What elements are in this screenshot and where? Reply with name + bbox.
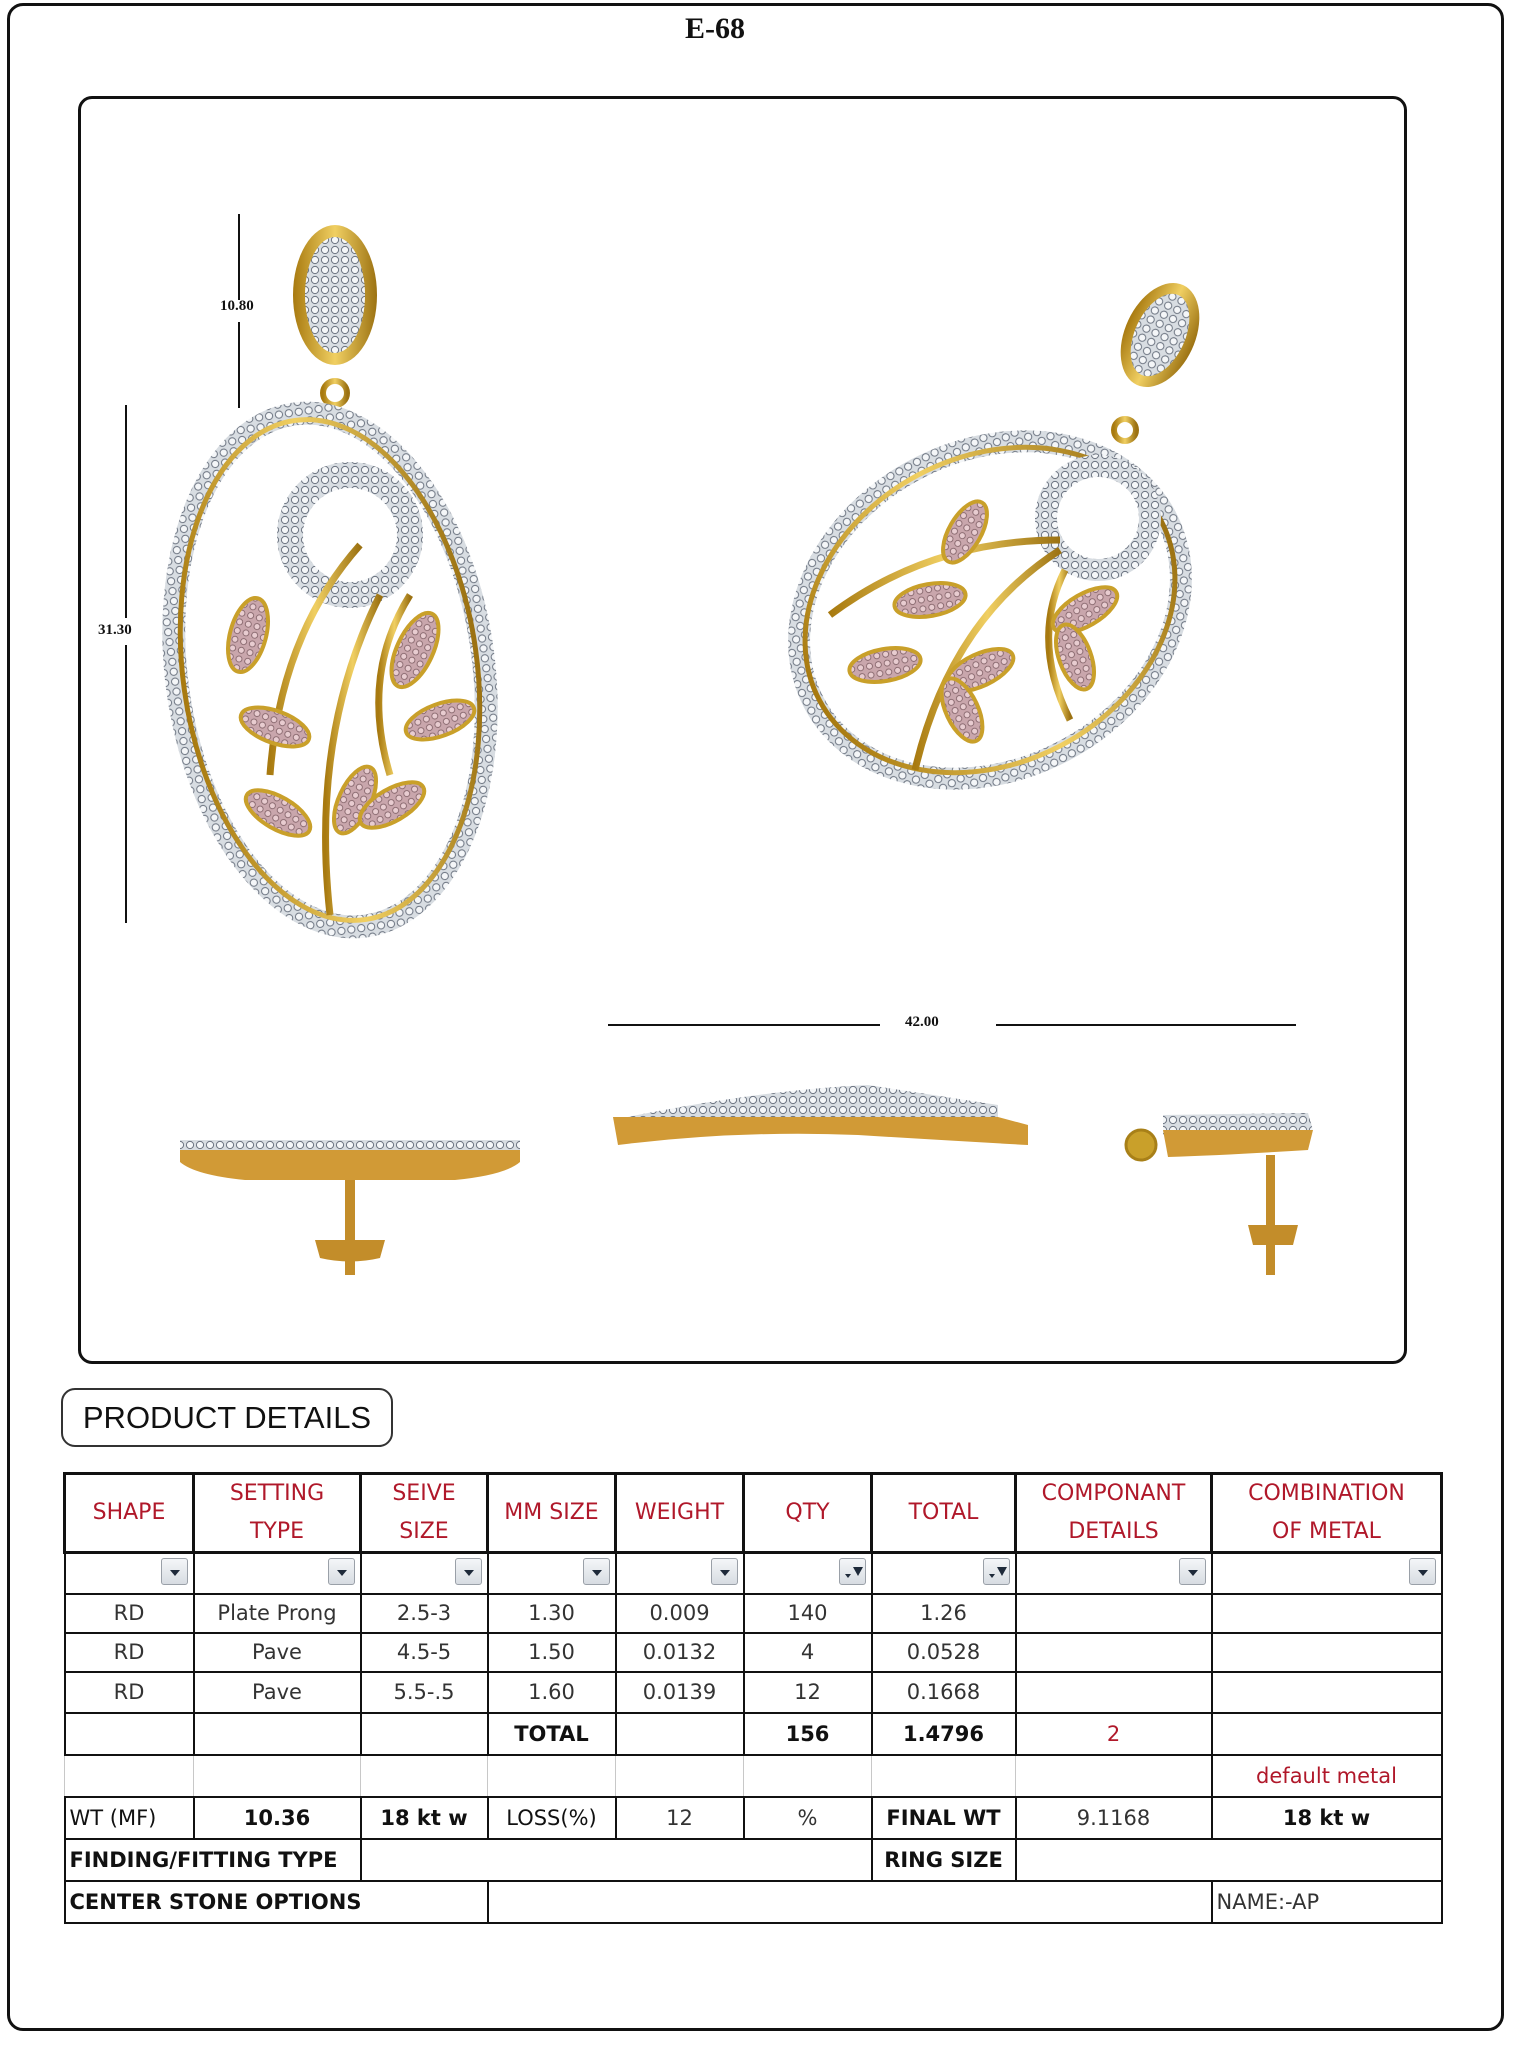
cell-shape: RD xyxy=(65,1633,194,1672)
finding-fitting-value xyxy=(361,1839,872,1881)
designer-name: NAME:-AP xyxy=(1212,1881,1442,1923)
filter-cell-shape xyxy=(65,1553,194,1594)
filter-cell-setting xyxy=(194,1553,361,1594)
empty-cell xyxy=(616,1755,744,1797)
cell-total: 0.0528 xyxy=(872,1633,1016,1672)
filter-cell-weight xyxy=(616,1553,744,1594)
empty-cell xyxy=(194,1713,361,1755)
header-weight: WEIGHT xyxy=(616,1474,744,1553)
loss-unit: % xyxy=(744,1797,872,1839)
cell-total: 0.1668 xyxy=(872,1672,1016,1713)
table-row xyxy=(65,1594,1442,1633)
filter-cell-seive xyxy=(361,1553,488,1594)
wt-mf-metal: 18 kt w xyxy=(361,1797,488,1839)
earring-perspective-view xyxy=(780,280,1200,840)
empty-cell xyxy=(744,1755,872,1797)
earring-front-view xyxy=(160,215,530,945)
totals-weight: 1.4796 xyxy=(872,1713,1016,1755)
final-wt-label: FINAL WT xyxy=(872,1797,1016,1839)
header-seive-size: SEIVE SIZE xyxy=(361,1474,488,1553)
dropdown-arrow-icon[interactable] xyxy=(455,1558,482,1585)
dimension-line-body-height xyxy=(125,405,127,618)
empty-cell xyxy=(361,1713,488,1755)
product-details-label: PRODUCT DETAILS xyxy=(61,1388,393,1447)
filter-cell-component xyxy=(1016,1553,1212,1594)
dimension-body-height: 31.30 xyxy=(98,622,132,638)
dimension-line-length-left xyxy=(608,1024,880,1026)
dropdown-arrow-icon[interactable] xyxy=(711,1558,738,1585)
cell-metal xyxy=(1212,1633,1442,1672)
cell-component xyxy=(1016,1633,1212,1672)
design-code-title: E-68 xyxy=(685,12,745,45)
empty-cell xyxy=(1212,1713,1442,1755)
empty-cell xyxy=(1016,1755,1212,1797)
product-details-table xyxy=(63,1472,1443,1924)
center-stone-row xyxy=(65,1881,1442,1923)
cell-shape: RD xyxy=(65,1594,194,1633)
cell-setting: Pave xyxy=(194,1672,361,1713)
empty-cell xyxy=(194,1755,361,1797)
header-component-details: COMPONANT DETAILS xyxy=(1016,1474,1212,1553)
wt-mf-value: 10.36 xyxy=(194,1797,361,1839)
cell-setting: Pave xyxy=(194,1633,361,1672)
table-row xyxy=(65,1672,1442,1713)
dimension-top-height: 10.80 xyxy=(220,298,254,314)
ring-size-label: RING SIZE xyxy=(872,1839,1016,1881)
finding-row xyxy=(65,1839,1442,1881)
filter-cell-mm xyxy=(488,1553,616,1594)
header-shape: SHAPE xyxy=(65,1474,194,1553)
cell-seive: 2.5-3 xyxy=(361,1594,488,1633)
cell-total: 1.26 xyxy=(872,1594,1016,1633)
dropdown-arrow-icon[interactable] xyxy=(328,1558,355,1585)
cell-qty: 140 xyxy=(744,1594,872,1633)
empty-cell xyxy=(361,1755,488,1797)
center-stone-label: CENTER STONE OPTIONS xyxy=(65,1881,488,1923)
totals-label: TOTAL xyxy=(488,1713,616,1755)
header-row xyxy=(65,1474,1442,1553)
loss-label: LOSS(%) xyxy=(488,1797,616,1839)
cell-mm: 1.60 xyxy=(488,1672,616,1713)
totals-row xyxy=(65,1713,1442,1755)
loss-value: 12 xyxy=(616,1797,744,1839)
empty-cell xyxy=(65,1713,194,1755)
dropdown-arrow-icon[interactable] xyxy=(1179,1558,1206,1585)
filter-cell-total xyxy=(872,1553,1016,1594)
header-combination-of-metal: COMBINATION OF METAL xyxy=(1212,1474,1442,1553)
filter-cell-metal xyxy=(1212,1553,1442,1594)
cell-setting: Plate Prong xyxy=(194,1594,361,1633)
final-wt-value: 9.1168 xyxy=(1016,1797,1212,1839)
cell-weight: 0.009 xyxy=(616,1594,744,1633)
cell-seive: 4.5-5 xyxy=(361,1633,488,1672)
cell-seive: 5.5-.5 xyxy=(361,1672,488,1713)
dimension-line-length-right xyxy=(996,1024,1296,1026)
ring-size-value xyxy=(1016,1839,1442,1881)
cell-weight: 0.0132 xyxy=(616,1633,744,1672)
cell-metal xyxy=(1212,1672,1442,1713)
header-mm-size: MM SIZE xyxy=(488,1474,616,1553)
cell-qty: 4 xyxy=(744,1633,872,1672)
empty-cell xyxy=(488,1755,616,1797)
default-metal: default metal xyxy=(1212,1755,1442,1797)
earring-side-view xyxy=(175,1100,525,1280)
dropdown-arrow-icon[interactable] xyxy=(1409,1558,1436,1585)
dimension-length: 42.00 xyxy=(905,1014,939,1030)
header-total: TOTAL xyxy=(872,1474,1016,1553)
filter-row xyxy=(65,1553,1442,1594)
empty-cell xyxy=(616,1713,744,1755)
cell-component xyxy=(1016,1672,1212,1713)
filter-funnel-icon[interactable] xyxy=(839,1558,866,1585)
final-wt-metal: 18 kt w xyxy=(1212,1797,1442,1839)
wt-mf-label: WT (MF) xyxy=(65,1797,194,1839)
center-stone-value xyxy=(488,1881,1212,1923)
header-setting-type: SETTING TYPE xyxy=(194,1474,361,1553)
cell-qty: 12 xyxy=(744,1672,872,1713)
dropdown-arrow-icon[interactable] xyxy=(583,1558,610,1585)
cell-mm: 1.50 xyxy=(488,1633,616,1672)
cell-mm: 1.30 xyxy=(488,1594,616,1633)
empty-cell xyxy=(65,1755,194,1797)
cell-component xyxy=(1016,1594,1212,1633)
totals-qty: 156 xyxy=(744,1713,872,1755)
totals-component-count: 2 xyxy=(1016,1713,1212,1755)
filter-cell-qty xyxy=(744,1553,872,1594)
cell-weight: 0.0139 xyxy=(616,1672,744,1713)
filter-funnel-icon[interactable] xyxy=(983,1558,1010,1585)
dimension-line-body-height-lower xyxy=(125,645,127,923)
weight-row xyxy=(65,1797,1442,1839)
empty-cell xyxy=(872,1755,1016,1797)
table-row xyxy=(65,1633,1442,1672)
finding-fitting-label: FINDING/FITTING TYPE xyxy=(65,1839,361,1881)
default-metal-row xyxy=(65,1755,1442,1797)
cell-shape: RD xyxy=(65,1672,194,1713)
earring-profile-view xyxy=(608,1075,1320,1275)
cell-metal xyxy=(1212,1594,1442,1633)
dropdown-arrow-icon[interactable] xyxy=(161,1558,188,1585)
header-qty: QTY xyxy=(744,1474,872,1553)
